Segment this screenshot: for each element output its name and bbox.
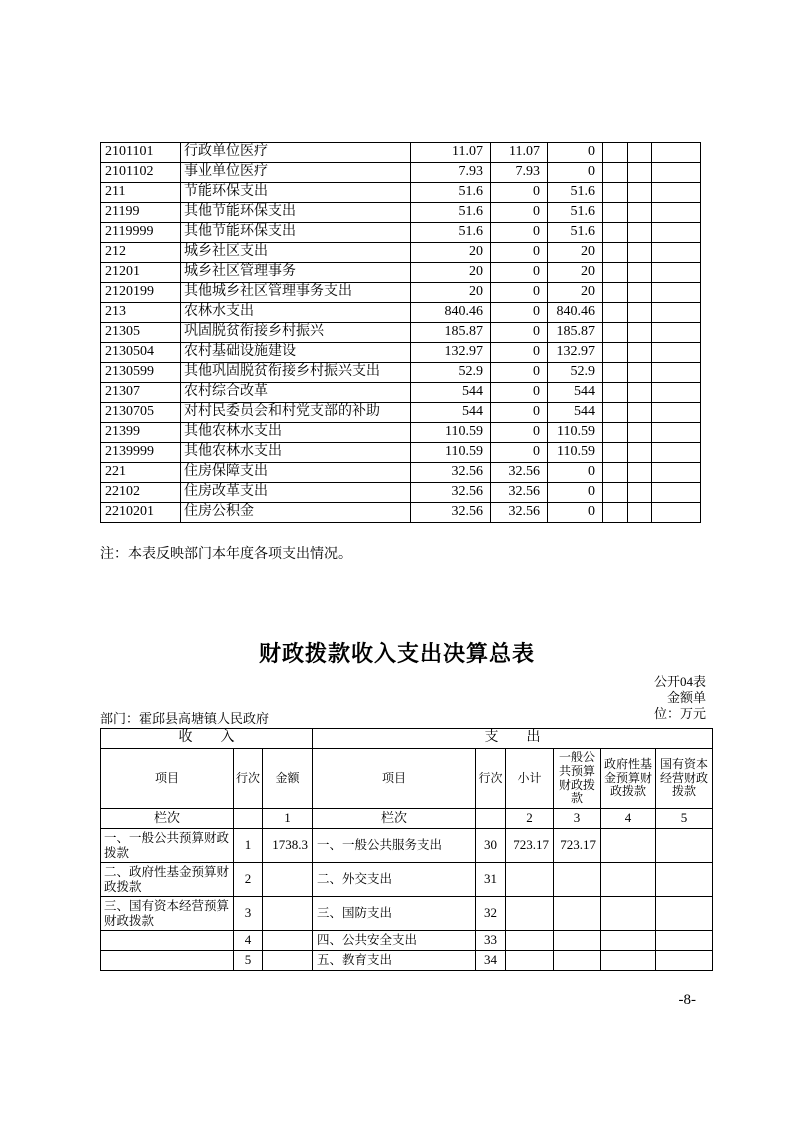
expense-value-cell: 32.56	[491, 503, 548, 523]
expense-item-cell: 五、教育支出	[313, 951, 476, 971]
expense-value-cell: 20	[411, 263, 491, 283]
expense-value-cell: 840.46	[411, 303, 491, 323]
blank-cell	[628, 303, 652, 323]
expense-name-cell: 巩固脱贫衔接乡村振兴	[181, 323, 411, 343]
expense-value-cell: 32.56	[411, 463, 491, 483]
blank-cell	[603, 143, 628, 163]
expense-table-row	[101, 483, 701, 503]
expense-item-cell: 三、国防支出	[313, 897, 476, 931]
subtotal-cell: 723.17	[506, 829, 554, 863]
state-capital-cell	[656, 829, 713, 863]
summary-data-row	[101, 951, 713, 971]
expense-section-header: 支 出	[313, 729, 713, 749]
expense-code-cell: 21305	[101, 323, 181, 343]
colnum-fund: 4	[601, 809, 656, 829]
expense-table-row	[101, 203, 701, 223]
expense-code-cell: 22102	[101, 483, 181, 503]
section-header-row	[101, 729, 713, 749]
blank-cell	[603, 263, 628, 283]
blank-cell	[603, 163, 628, 183]
blank-cell	[603, 183, 628, 203]
expense-value-cell: 544	[411, 403, 491, 423]
blank-cell	[628, 263, 652, 283]
expense-value-cell: 544	[411, 383, 491, 403]
general-budget-cell	[554, 863, 601, 897]
subtotal-cell	[506, 897, 554, 931]
colnum-subtotal: 2	[506, 809, 554, 829]
expense-table-row	[101, 423, 701, 443]
income-amount-cell	[263, 863, 313, 897]
income-rowno-cell: 4	[234, 931, 263, 951]
expense-value-cell: 51.6	[411, 203, 491, 223]
blank-cell	[652, 283, 701, 303]
expense-value-cell: 0	[491, 263, 548, 283]
expense-value-cell: 20	[548, 263, 603, 283]
expense-code-cell: 2101102	[101, 163, 181, 183]
column-header-row	[101, 749, 713, 809]
expense-code-cell: 211	[101, 183, 181, 203]
expense-name-cell: 其他农林水支出	[181, 443, 411, 463]
expense-name-cell: 其他节能环保支出	[181, 223, 411, 243]
expense-value-cell: 52.9	[411, 363, 491, 383]
expense-value-cell: 544	[548, 403, 603, 423]
expense-table-row	[101, 283, 701, 303]
income-amount-cell	[263, 931, 313, 951]
blank-cell	[652, 203, 701, 223]
expense-table-row	[101, 243, 701, 263]
expense-value-cell: 0	[548, 483, 603, 503]
subtotal-cell	[506, 863, 554, 897]
blank-cell	[603, 223, 628, 243]
income-rowno-cell: 2	[234, 863, 263, 897]
expense-value-cell: 51.6	[411, 223, 491, 243]
expense-value-cell: 52.9	[548, 363, 603, 383]
expense-item-cell: 二、外交支出	[313, 863, 476, 897]
expense-value-cell: 0	[491, 203, 548, 223]
blank-cell	[652, 263, 701, 283]
expense-table-row	[101, 443, 701, 463]
blank-cell	[603, 283, 628, 303]
income-item-cell: 三、国有资本经营预算财政拨款	[101, 897, 234, 931]
blank-cell	[603, 383, 628, 403]
blank-cell	[603, 463, 628, 483]
state-capital-cell	[656, 951, 713, 971]
income-amount-cell	[263, 897, 313, 931]
colnum-capital: 5	[656, 809, 713, 829]
expense-value-cell: 110.59	[411, 423, 491, 443]
expense-value-cell: 110.59	[548, 423, 603, 443]
expense-value-cell: 20	[411, 283, 491, 303]
blank-cell	[628, 143, 652, 163]
expense-code-cell: 2210201	[101, 503, 181, 523]
blank-cell	[628, 163, 652, 183]
expense-value-cell: 0	[491, 363, 548, 383]
expense-code-cell: 2130599	[101, 363, 181, 383]
expense-value-cell: 11.07	[491, 143, 548, 163]
expense-name-cell: 行政单位医疗	[181, 143, 411, 163]
expense-name-cell: 农村综合改革	[181, 383, 411, 403]
state-capital-cell	[656, 931, 713, 951]
expense-name-cell: 其他城乡社区管理事务支出	[181, 283, 411, 303]
blank-cell	[652, 303, 701, 323]
expense-value-cell: 0	[491, 323, 548, 343]
expense-value-cell: 544	[548, 383, 603, 403]
expense-rowno-cell: 31	[476, 863, 506, 897]
income-rowno-cell: 1	[234, 829, 263, 863]
table-note: 注：本表反映部门本年度各项支出情况。	[100, 547, 352, 562]
expense-name-cell: 住房保障支出	[181, 463, 411, 483]
gov-fund-cell	[601, 897, 656, 931]
expense-value-cell: 51.6	[548, 203, 603, 223]
expense-name-cell: 城乡社区支出	[181, 243, 411, 263]
summary-data-row	[101, 863, 713, 897]
gov-fund-cell	[601, 931, 656, 951]
expense-table-row	[101, 503, 701, 523]
expense-value-cell: 0	[548, 463, 603, 483]
subtotal-cell	[506, 951, 554, 971]
expense-value-cell: 32.56	[411, 483, 491, 503]
expense-value-cell: 110.59	[548, 443, 603, 463]
expense-value-cell: 51.6	[411, 183, 491, 203]
expense-value-cell: 32.56	[411, 503, 491, 523]
colnum-general: 3	[554, 809, 601, 829]
expense-rowno-cell: 33	[476, 931, 506, 951]
expense-value-cell: 0	[491, 423, 548, 443]
expense-value-cell: 132.97	[411, 343, 491, 363]
expense-code-cell: 21201	[101, 263, 181, 283]
blank-cell	[628, 483, 652, 503]
expense-rowno-cell: 32	[476, 897, 506, 931]
expense-name-cell: 其他巩固脱贫衔接乡村振兴支出	[181, 363, 411, 383]
blank-cell	[652, 483, 701, 503]
header-item-left: 项目	[101, 749, 234, 809]
expense-code-cell: 21199	[101, 203, 181, 223]
expense-code-cell: 2101101	[101, 143, 181, 163]
blank-cell	[628, 323, 652, 343]
blank-cell	[628, 383, 652, 403]
blank-cell	[603, 243, 628, 263]
income-amount-cell: 1738.3	[263, 829, 313, 863]
blank-cell	[652, 503, 701, 523]
expense-value-cell: 11.07	[411, 143, 491, 163]
expense-name-cell: 住房改革支出	[181, 483, 411, 503]
general-budget-cell	[554, 931, 601, 951]
expense-table-row	[101, 223, 701, 243]
expense-table-row	[101, 303, 701, 323]
expense-item-cell: 一、一般公共服务支出	[313, 829, 476, 863]
blank-cell	[603, 403, 628, 423]
expense-table-row	[101, 363, 701, 383]
state-capital-cell	[656, 897, 713, 931]
income-item-cell	[101, 951, 234, 971]
expense-value-cell: 0	[491, 443, 548, 463]
expense-code-cell: 212	[101, 243, 181, 263]
blank-cell	[603, 203, 628, 223]
header-rowno-right: 行次	[476, 749, 506, 809]
blank-cell	[603, 343, 628, 363]
expense-table-row	[101, 183, 701, 203]
expense-value-cell: 51.6	[548, 183, 603, 203]
expense-value-cell: 0	[491, 283, 548, 303]
expense-value-cell: 0	[491, 403, 548, 423]
column-number-row	[101, 809, 713, 829]
expense-name-cell: 对村民委员会和村党支部的补助	[181, 403, 411, 423]
general-budget-cell	[554, 897, 601, 931]
blank-cell	[652, 443, 701, 463]
header-amount: 金额	[263, 749, 313, 809]
expense-table-row	[101, 343, 701, 363]
summary-data-row	[101, 931, 713, 951]
doc-labels	[654, 674, 706, 722]
blank-cell	[628, 343, 652, 363]
blank-cell	[628, 403, 652, 423]
expense-table-row	[101, 143, 701, 163]
lanci-left: 栏次	[101, 809, 234, 829]
expense-code-cell: 21399	[101, 423, 181, 443]
blank-cell	[652, 423, 701, 443]
header-state-capital: 国有资本经营财政拨款	[656, 749, 713, 809]
blank-cell	[628, 463, 652, 483]
blank-cell	[603, 303, 628, 323]
blank-cell	[628, 183, 652, 203]
expense-name-cell: 其他农林水支出	[181, 423, 411, 443]
unit-label-line2: 位：万元	[653, 706, 706, 721]
expense-value-cell: 0	[548, 503, 603, 523]
expense-table-row	[101, 263, 701, 283]
expense-item-cell: 四、公共安全支出	[313, 931, 476, 951]
doc-label: 公开04表	[653, 674, 706, 689]
blank-cell	[628, 423, 652, 443]
expense-table-row	[101, 463, 701, 483]
expense-value-cell: 0	[491, 303, 548, 323]
expense-value-cell: 185.87	[411, 323, 491, 343]
expense-code-cell: 2130504	[101, 343, 181, 363]
blank-cell	[652, 383, 701, 403]
state-capital-cell	[656, 863, 713, 897]
expense-code-cell: 21307	[101, 383, 181, 403]
gov-fund-cell	[601, 829, 656, 863]
expense-table	[100, 142, 701, 523]
expense-table-row	[101, 163, 701, 183]
expense-name-cell: 农村基础设施建设	[181, 343, 411, 363]
expense-value-cell: 32.56	[491, 463, 548, 483]
blank-cell	[652, 183, 701, 203]
income-amount-cell	[263, 951, 313, 971]
blank-cell	[628, 283, 652, 303]
income-item-cell	[101, 931, 234, 951]
lanci-right: 栏次	[313, 809, 476, 829]
expense-value-cell: 0	[548, 163, 603, 183]
expense-name-cell: 节能环保支出	[181, 183, 411, 203]
expense-value-cell: 32.56	[491, 483, 548, 503]
general-budget-cell	[554, 951, 601, 971]
blank-cell	[476, 809, 506, 829]
header-rowno-left: 行次	[234, 749, 263, 809]
general-budget-cell: 723.17	[554, 829, 601, 863]
expense-value-cell: 0	[491, 183, 548, 203]
expense-code-cell: 213	[101, 303, 181, 323]
expense-table-row	[101, 383, 701, 403]
expense-value-cell: 132.97	[548, 343, 603, 363]
blank-cell	[628, 363, 652, 383]
expense-value-cell: 0	[491, 343, 548, 363]
expense-value-cell: 185.87	[548, 323, 603, 343]
blank-cell	[603, 363, 628, 383]
header-gov-fund: 政府性基金预算财政拨款	[601, 749, 656, 809]
blank-cell	[603, 443, 628, 463]
expense-value-cell: 0	[491, 223, 548, 243]
expense-value-cell: 0	[548, 143, 603, 163]
summary-table	[100, 728, 713, 971]
expense-code-cell: 2120199	[101, 283, 181, 303]
summary-data-row	[101, 829, 713, 863]
blank-cell	[234, 809, 263, 829]
expense-rowno-cell: 34	[476, 951, 506, 971]
income-item-cell: 一、一般公共预算财政拨款	[101, 829, 234, 863]
expense-code-cell: 221	[101, 463, 181, 483]
blank-cell	[603, 483, 628, 503]
expense-name-cell: 其他节能环保支出	[181, 203, 411, 223]
expense-value-cell: 110.59	[411, 443, 491, 463]
blank-cell	[652, 343, 701, 363]
blank-cell	[603, 503, 628, 523]
expense-code-cell: 2139999	[101, 443, 181, 463]
expense-code-cell: 2130705	[101, 403, 181, 423]
expense-table-row	[101, 403, 701, 423]
expense-value-cell: 20	[411, 243, 491, 263]
blank-cell	[652, 223, 701, 243]
page-number: -8-	[678, 992, 696, 1008]
blank-cell	[652, 463, 701, 483]
header-general-budget: 一般公共预算财政拨款	[554, 749, 601, 809]
blank-cell	[652, 163, 701, 183]
expense-table-row	[101, 323, 701, 343]
blank-cell	[628, 243, 652, 263]
blank-cell	[652, 363, 701, 383]
blank-cell	[652, 323, 701, 343]
expense-value-cell: 840.46	[548, 303, 603, 323]
blank-cell	[652, 143, 701, 163]
blank-cell	[628, 503, 652, 523]
income-rowno-cell: 3	[234, 897, 263, 931]
income-section-header: 收 入	[101, 729, 313, 749]
expense-value-cell: 0	[491, 383, 548, 403]
expense-value-cell: 20	[548, 283, 603, 303]
unit-label-line1: 金额单	[666, 690, 706, 705]
colnum-amount: 1	[263, 809, 313, 829]
summary-title: 财政拨款收入支出决算总表	[258, 641, 535, 666]
gov-fund-cell	[601, 951, 656, 971]
summary-data-row	[101, 897, 713, 931]
expense-name-cell: 住房公积金	[181, 503, 411, 523]
expense-value-cell: 7.93	[491, 163, 548, 183]
expense-value-cell: 51.6	[548, 223, 603, 243]
gov-fund-cell	[601, 863, 656, 897]
expense-code-cell: 2119999	[101, 223, 181, 243]
subtotal-cell	[506, 931, 554, 951]
expense-name-cell: 城乡社区管理事务	[181, 263, 411, 283]
blank-cell	[652, 243, 701, 263]
blank-cell	[628, 203, 652, 223]
expense-rowno-cell: 30	[476, 829, 506, 863]
blank-cell	[603, 423, 628, 443]
expense-value-cell: 7.93	[411, 163, 491, 183]
blank-cell	[628, 443, 652, 463]
expense-value-cell: 0	[491, 243, 548, 263]
blank-cell	[628, 223, 652, 243]
expense-name-cell: 事业单位医疗	[181, 163, 411, 183]
income-item-cell: 二、政府性基金预算财政拨款	[101, 863, 234, 897]
expense-name-cell: 农林水支出	[181, 303, 411, 323]
header-subtotal: 小计	[506, 749, 554, 809]
department-label: 部门：霍邱县高塘镇人民政府	[100, 711, 270, 726]
income-rowno-cell: 5	[234, 951, 263, 971]
expense-value-cell: 20	[548, 243, 603, 263]
blank-cell	[603, 323, 628, 343]
header-item-right: 项目	[313, 749, 476, 809]
blank-cell	[652, 403, 701, 423]
